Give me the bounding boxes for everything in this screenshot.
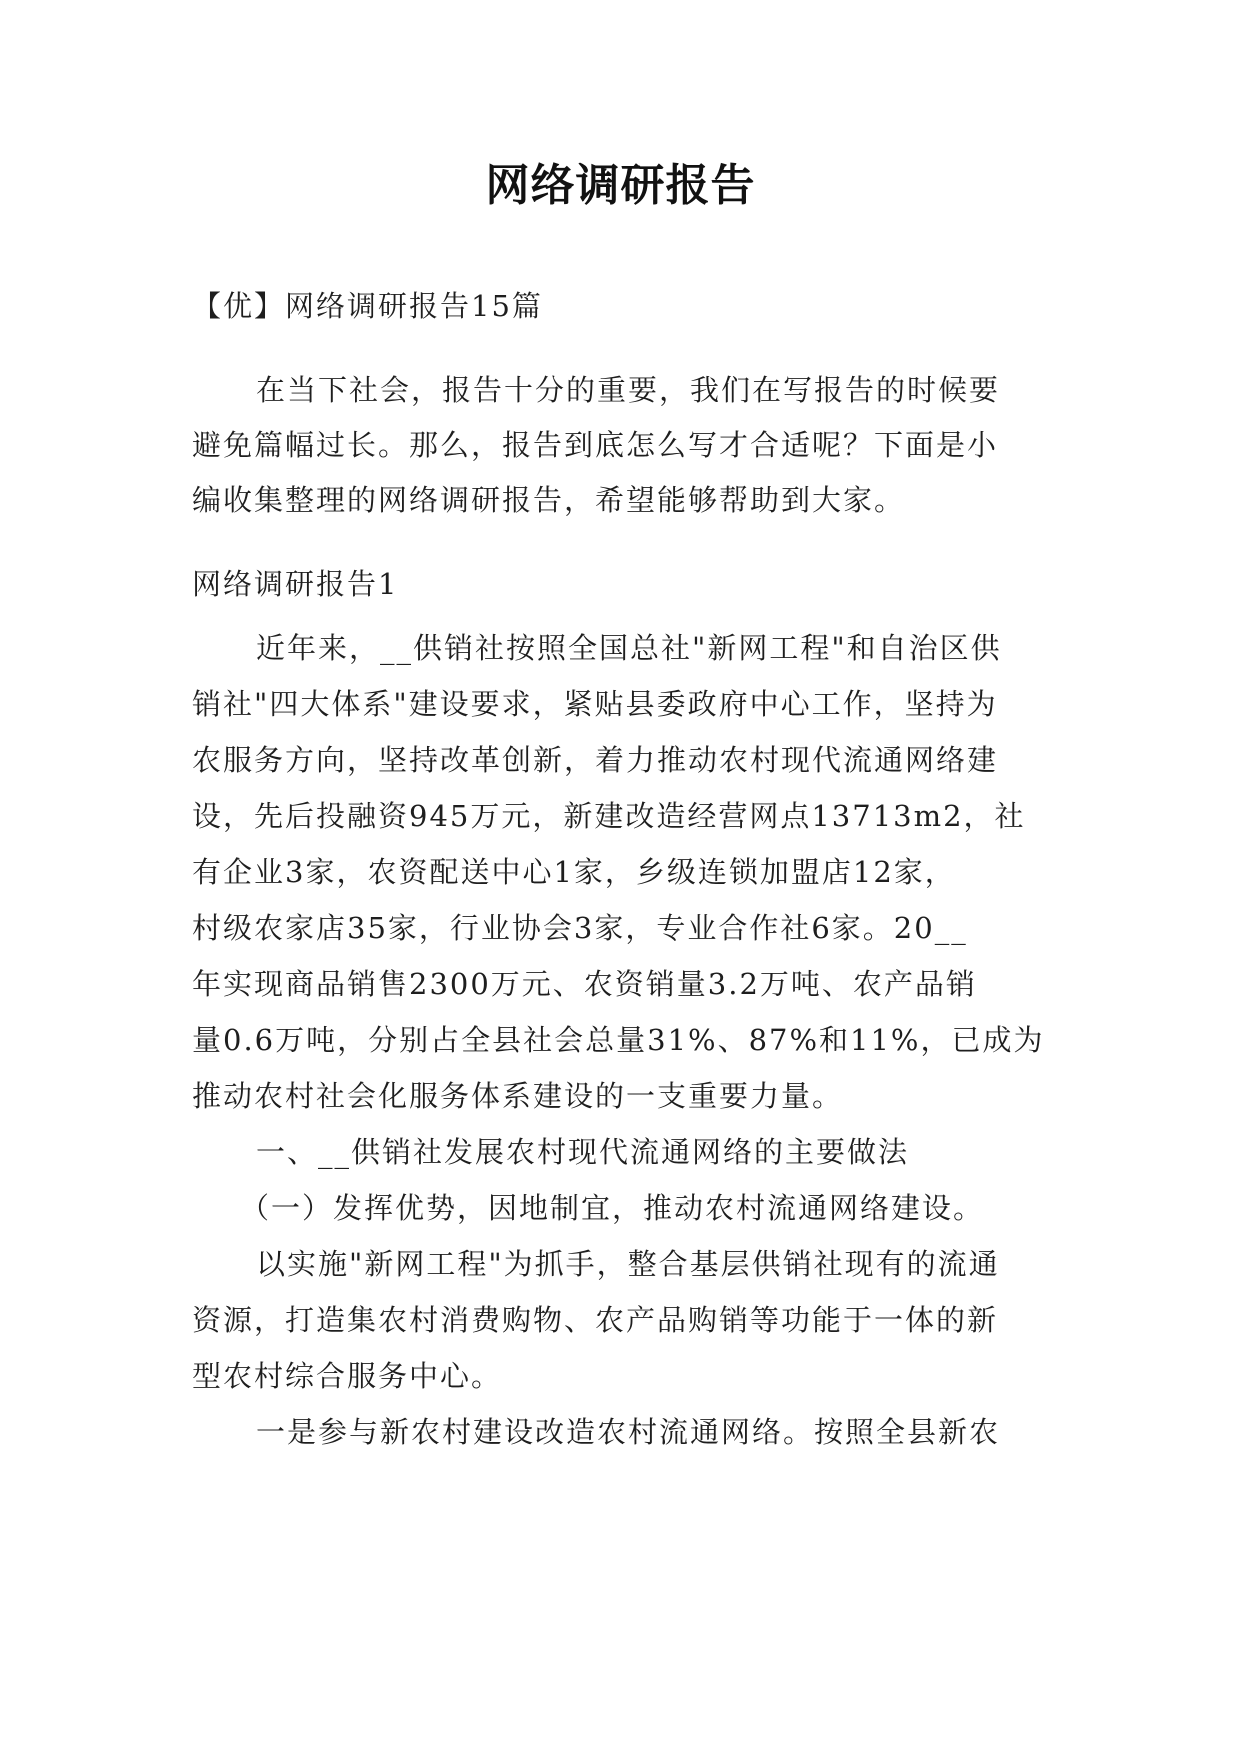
paragraph-three-line-1: 一是参与新农村建设改造农村流通网络。按照全县新农 — [256, 1415, 1001, 1449]
body-line-1: 近年来，__供销社按照全国总社"新网工程"和自治区供 — [256, 631, 1002, 665]
intro-line-2: 避免篇幅过长。那么，报告到底怎么写才合适呢？下面是小 — [192, 428, 999, 462]
body-line-3: 农服务方向，坚持改革创新，着力推动农村现代流通网络建 — [192, 743, 999, 777]
paragraph-two-line-1: 以实施"新网工程"为抓手，整合基层供销社现有的流通 — [256, 1247, 1000, 1281]
body-line-5: 有企业3家，农资配送中心1家，乡级连锁加盟店12家， — [192, 855, 956, 889]
document-title: 网络调研报告 — [485, 160, 756, 211]
paragraph-two-line-3: 型农村综合服务中心。 — [192, 1359, 503, 1393]
body-line-6: 村级农家店35家，行业协会3家，专业合作社6家。20__ — [192, 911, 968, 945]
intro-line-3: 编收集整理的网络调研报告，希望能够帮助到大家。 — [192, 483, 906, 517]
paragraph-two-line-2: 资源，打造集农村消费购物、农产品购销等功能于一体的新 — [192, 1303, 999, 1337]
heading-one: 一、__供销社发展农村现代流通网络的主要做法 — [256, 1135, 910, 1169]
heading-sub: （一）发挥优势，因地制宜，推动农村流通网络建设。 — [240, 1191, 985, 1225]
document-subtitle: 【优】网络调研报告15篇 — [192, 289, 543, 323]
body-line-8: 量0.6万吨，分别占全县社会总量31%、87%和11%，已成为 — [192, 1023, 1045, 1057]
intro-line-1: 在当下社会，报告十分的重要，我们在写报告的时候要 — [256, 373, 1001, 407]
body-line-4: 设，先后投融资945万元，新建改造经营网点13713m2，社 — [192, 799, 1026, 833]
body-line-7: 年实现商品销售2300万元、农资销量3.2万吨、农产品销 — [192, 967, 977, 1001]
body-line-9: 推动农村社会化服务体系建设的一支重要力量。 — [192, 1079, 844, 1113]
body-line-2: 销社"四大体系"建设要求，紧贴县委政府中心工作，坚持为 — [192, 687, 998, 721]
section-heading: 网络调研报告1 — [192, 567, 399, 601]
